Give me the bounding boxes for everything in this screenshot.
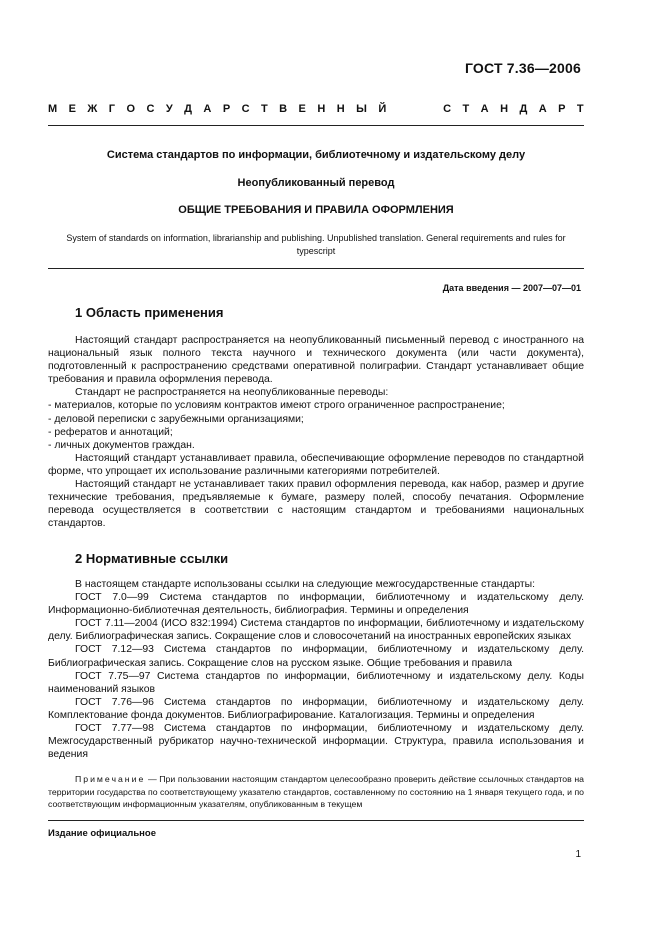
banner-letter: М	[48, 103, 58, 115]
paragraph: Настоящий стандарт устанавливает правила, обеспечивающие оформление переводов по стандартной форме, что упрощает их использование различными категориями потребителей.	[48, 452, 584, 477]
paragraph: В настоящем стандарте использованы ссылки на следующие межгосударственные стандарты:	[75, 579, 536, 590]
document-title: ОБЩИЕ ТРЕБОВАНИЯ И ПРАВИЛА ОФОРМЛЕНИЯ	[178, 204, 454, 216]
section-2-heading: 2 Нормативные ссылки	[75, 551, 229, 566]
header-divider	[48, 125, 584, 126]
banner-letter: Д	[519, 103, 528, 115]
note-label: Примечание	[75, 774, 146, 784]
title-divider	[48, 268, 584, 269]
banner-letter: С	[241, 103, 250, 115]
reference-item: ГОСТ 7.11—2004 (ИСО 832:1994) Система стандартов по информации, библиотечному и издательскому делу. Библиографическая запись. Сокращение слов и словосочетаний на иностранных европейских языках	[48, 618, 584, 643]
section-1-body	[48, 334, 584, 530]
banner-letter: Н	[500, 103, 509, 115]
paragraph: Настоящий стандарт не устанавливает таких правил оформления перевода, как набор, размер и другие технические требования, предъявляемые к бумаге, размеру полей, способу печатания. Оформление перевода осуществляется в соответствии с настоящим стандартом и требованиями национальных стандартов.	[48, 479, 584, 530]
banner-letter: Н	[336, 103, 345, 115]
banner-letter: А	[480, 103, 489, 115]
banner-letter: А	[538, 103, 547, 115]
note-text: — При пользовании настоящим стандартом целесообразно проверить действие ссылочных стандартов на территории государства по соответствующему указателю стандартов, составленному по состоянию на 1 января текущего года, и по соответствующим информационным указателям, опубликованным в текущем	[48, 774, 584, 809]
banner-letter: Р	[222, 103, 231, 115]
banner-letter: С	[146, 103, 155, 115]
banner-letter: Е	[68, 103, 76, 115]
interstate-standard-banner	[48, 103, 584, 115]
reference-item: ГОСТ 7.75—97 Система стандартов по информации, библиотечному и издательскому делу. Коды наименований языков	[48, 670, 584, 695]
banner-letter: А	[203, 103, 212, 115]
list-item: - деловой переписки с зарубежными организациями;	[48, 413, 304, 425]
banner-letter: Е	[298, 103, 306, 115]
banner-letter: С	[443, 103, 452, 115]
reference-item: ГОСТ 7.76—96 Система стандартов по информации, библиотечному и издательскому делу. Комплектование фонда документов. Библиографирование. Каталогизация. Термины и определения	[48, 696, 584, 721]
section-1-heading: 1 Область применения	[75, 305, 224, 320]
reference-item: ГОСТ 7.12—93 Система стандартов по информации, библиотечному и издательскому делу. Библиографическая запись. Сокращение слов на русском языке. Общие требования и правила	[48, 644, 584, 669]
paragraph: Стандарт не распространяется на неопубликованные переводы:	[75, 387, 389, 399]
document-subtitle: Неопубликованный перевод	[237, 177, 395, 189]
banner-letter: Н	[317, 103, 326, 115]
banner-letter: В	[279, 103, 288, 115]
reference-item: ГОСТ 7.0—99 Система стандартов по информации, библиотечному и издательскому делу. Информационно-библиотечная деятельность, библиография. Термины и определения	[48, 592, 584, 617]
effective-date: Дата введения — 2007—07—01	[442, 283, 581, 293]
reference-item: ГОСТ 7.77—98 Система стандартов по информации, библиотечному и издательскому делу. Межгосударственный рубрикатор научно-технической информации. Структура, правила использования и ведения	[48, 723, 584, 761]
standard-code: ГОСТ 7.36—2006	[464, 60, 581, 76]
note-paragraph	[48, 773, 584, 811]
banner-letter: О	[126, 103, 136, 115]
banner-letter: У	[165, 103, 173, 115]
banner-letter: Т	[462, 103, 470, 115]
footer-divider	[48, 820, 584, 821]
banner-word-gap	[398, 103, 432, 115]
banner-letter: Ж	[87, 103, 98, 115]
list-item: - рефератов и аннотаций;	[48, 426, 173, 438]
banner-letter: Р	[558, 103, 566, 115]
banner-letter: Г	[108, 103, 116, 115]
banner-letter: Ы	[356, 103, 367, 115]
banner-letter: Й	[378, 103, 387, 115]
banner-letter: Д	[184, 103, 192, 115]
banner-letter: Т	[576, 103, 584, 115]
banner-letter: Т	[260, 103, 268, 115]
system-title: Система стандартов по информации, библиотечному и издательскому делу	[106, 149, 526, 161]
page-number: 1	[575, 849, 581, 860]
list-item: - материалов, которые по условиям контрактов имеют строго ограниченное распространение;	[48, 400, 505, 412]
list-item: - личных документов граждан.	[48, 439, 195, 451]
section-2-body	[48, 578, 584, 761]
note-block	[48, 773, 584, 811]
english-title: System of standards on information, librarianship and publishing. Unpublished translation. General requirements and rules for typescript	[66, 233, 566, 256]
edition-label: Издание официальное	[48, 828, 156, 839]
paragraph: Настоящий стандарт распространяется на неопубликованный письменный перевод с иностранного на национальный язык полного текста научного и технического документа (или части документа), подготовленный к распространению средствами оперативной полиграфии. Стандарт устанавливает общие требования и правила оформления перевода.	[48, 335, 584, 386]
